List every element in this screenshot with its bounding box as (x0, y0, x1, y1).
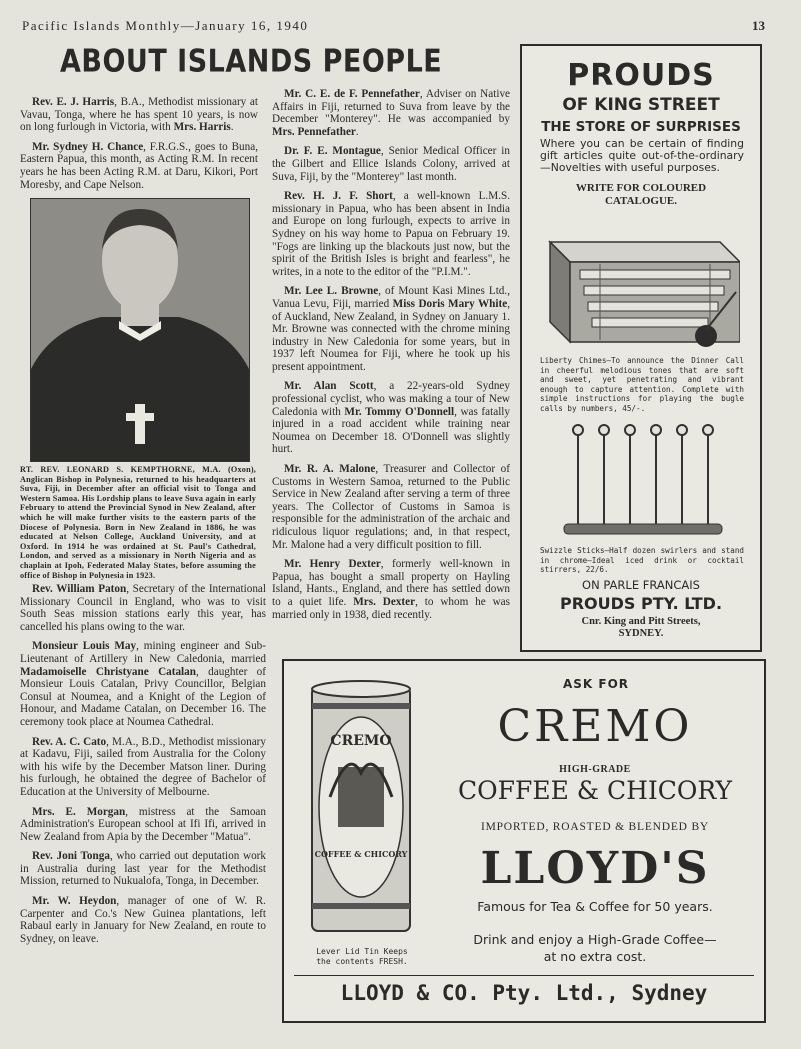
prouds-advertisement (520, 44, 762, 652)
cremo-drink-line (430, 931, 760, 965)
person-name: Rev. H. J. F. Short (284, 190, 393, 203)
prouds-title: PROUDS (567, 58, 715, 93)
item-text: , who carried out deputation work in Australia during last year for the Methodist Mission, returned to Nukualofa, Tonga, in December. (20, 850, 266, 888)
item-text: , daughter of Monsieur Louis Catalan, Privy Councillor, Belgian Consul at Noumea, and a Knight of the Legion of Honour, and Madame Catalan, on December 16. The ceremony took place at Noumea Cathedral. (20, 665, 266, 728)
item-text: . (355, 125, 359, 138)
prouds-catalogue-offer (522, 182, 760, 208)
item-text: , mining engineer and Sub-Lieutenant of Artillery in New Caledonia, married (20, 640, 267, 665)
item-text: , Adviser on Native Affairs in Fiji, returned to Suva from leave by the December "Monterey". He was accompanied by (272, 88, 510, 126)
item-text: , of Auckland, New Zealand, in Sydney on January 1. Mr. Browne was connected with the chrome mining industry in New Caledonia for some years, but in 1937 left Noumea for Fiji, where he took up his present appointment. (272, 297, 510, 373)
news-item (272, 558, 510, 621)
prouds-subtitle: OF KING STREET (562, 95, 720, 115)
news-item (272, 285, 510, 373)
item-text: . (230, 121, 234, 134)
item-text: , manager of one of W. R. Carpenter and Co.'s New Guinea plantations, left Rabaul early in January for New Zealand, en route to Sydney, on leave. (20, 895, 266, 945)
news-item (20, 583, 266, 633)
news-item (272, 145, 510, 183)
article-column-2 (272, 88, 510, 628)
news-item (272, 190, 510, 278)
news-item (272, 463, 510, 551)
prouds-address (522, 616, 760, 640)
item-text: , a 22-years-old Sydney professional cyclist, who was making a tour of New Caledonia with (272, 380, 510, 418)
cremo-famous-line: Famous for Tea & Coffee for 50 years. (477, 899, 713, 914)
tin-label-product: COFFEE & CHICORY (314, 849, 408, 859)
item-text: , formerly well-known in Papua, has bought a small property on Hayling Island, Hants., England, and there has settled down to a quiet life. (272, 558, 510, 608)
portrait-caption: RT. REV. LEONARD S. KEMPTHORNE, M.A. (Oxon), Anglican Bishop in Polynesia, returned to his headquarters at Suva, Fiji, in December after an official visit to Tonga and Western Samoa. His Lordship plans to leave Suva again in early February to attend the Provincial Synod in New Zealand, after which he will make further visits to the eastern parts of the Diocese of Polynesia. Born in New Zealand in 1886, he was educated at Nelson College, Auckland University, and at Oxford. In 1914 he was ordained at St. Paul's Cathedral, London, and served as a missionary in North Nigeria and as chaplain at Ipoh, Federated Malay States, before assuming the office of Bishop in Polynesia in 1923. (20, 465, 256, 580)
person-name: Monsieur Louis May (32, 640, 137, 653)
person-name: Dr. F. E. Montague (284, 145, 381, 158)
item-text: , Treasurer and Collector of Customs in Western Samoa, returned to the Public Service in New Zealand after serving a term of three years. The Collector of Customs in Samoa is responsible for the administration of the archaic and ridiculous liquor regulations; and, in that respect, Mr. Malone had a very difficult position to fill. (272, 463, 510, 551)
bishop-portrait (30, 198, 250, 462)
item-text: , M.A., B.D., Methodist missionary at Kadavu, Fiji, sailed from Australia for the Colony with his wife by the December Matson liner. During his furlough, he obtained the degree of Bachelor of Education at the University of Melbourne. (20, 735, 266, 798)
news-item (20, 806, 266, 844)
person-name: Mr. Tommy O'Donnell (344, 405, 455, 418)
running-header: Pacific Islands Monthly—January 16, 1940 (22, 18, 309, 33)
prouds-write-line: WRITE FOR COLOURED CATALOGUE. (575, 182, 707, 207)
cremo-ask-for: ASK FOR (562, 677, 630, 691)
cremo-drink-line-1: Drink and enjoy a High-Grade Coffee— (473, 932, 717, 947)
person-name: Mr. Henry Dexter (284, 558, 381, 571)
prouds-address-line-2: SYDNEY. (618, 628, 664, 639)
person-name: Rev. A. C. Cato (32, 735, 107, 748)
news-item (20, 96, 258, 134)
cremo-product: COFFEE & CHICORY (458, 776, 732, 805)
news-item (20, 640, 266, 728)
prouds-company: PROUDS PTY. LTD. (559, 594, 723, 613)
page-number: 13 (752, 18, 765, 33)
prouds-address-line-1: Cnr. King and Pitt Streets, (581, 616, 701, 627)
tin-caption-line-1: Lever Lid Tin Keeps (316, 947, 408, 956)
person-name: Mrs. E. Morgan (32, 805, 126, 818)
item-text: , B.A., Methodist missionary at Vavau, Tonga, where he has spent 10 years, is now on long furlough in Victoria, with (20, 96, 259, 134)
item-text: , F.R.G.S., goes to Buna, Eastern Papua, this month, as Acting R.M. In recent years he has been Acting R.M. at Daru, Kikori, Port Moresby, and Cape Nelson. (20, 140, 258, 191)
prouds-tagline: THE STORE OF SURPRISES (541, 119, 741, 135)
person-name: Rev. E. J. Harris (32, 96, 115, 108)
tin-label-cremo: CREMO (330, 733, 392, 749)
swizzle-sticks-illustration (558, 420, 728, 544)
item-text: , mistress at the Samoan Administration's European school at Ifi Ifi, arrived in New Zealand from Apia by the December "Matua". (20, 805, 266, 843)
person-name: Rev. Joni Tonga (32, 850, 110, 863)
cremo-advertisement (282, 659, 766, 1023)
person-name: Madamoiselle Christyane Catalan (20, 665, 196, 678)
chimes-caption: Liberty Chimes—To announce the Dinner Call in cheerful melodious tones that are soft and sweet, yet penetrating and vibrant enough to capture attention. Complete with simple instructions for playing the bugle calls by numbers, 45/-. (540, 356, 744, 413)
news-item (272, 88, 510, 138)
item-text: , to whom he was married only in 1938, died recently. (272, 595, 510, 621)
item-text: , was fatally injured in a road accident while training near Noumea on December 18. O'Donnell was slightly hurt. (272, 405, 510, 456)
person-name: Rev. William Paton (32, 583, 127, 595)
cremo-divider (294, 975, 754, 976)
news-item (20, 895, 266, 945)
cremo-high-grade: HIGH-GRADE (559, 764, 631, 775)
person-name: Mr. Alan Scott (284, 380, 374, 393)
person-name: Mrs. Dexter (353, 595, 416, 608)
article-column-1-bottom (20, 583, 266, 952)
liberty-chimes-illustration (540, 212, 740, 356)
item-text: , a well-known L.M.S. missionary in Papua, who has been absent in India and Europe on long furlough, expects to arrive in Sydney on his way home to Papua on February 19. "Fogs are linking up the blackouts just now, but the spirit of the British Isles is bright and fearless", he writes, in a note to the editor of the "P.I.M.". (272, 190, 510, 278)
person-name: Mr. Sydney H. Chance (32, 140, 144, 153)
swizzle-caption: Swizzle Sticks—Half dozen swirlers and stand in chrome—Ideal iced drink or cocktail stirrers, 22/6. (540, 546, 744, 574)
coffee-tin-illustration (308, 677, 414, 939)
item-text: , of Mount Kasi Mines Ltd., Vanua Levu, Fiji, married (272, 285, 510, 310)
tin-caption-line-2: the contents FRESH. (316, 956, 408, 966)
cremo-brand: CREMO (497, 701, 693, 752)
person-name: Mr. W. Heydon (32, 895, 117, 908)
prouds-parle: ON PARLE FRANCAIS (582, 578, 700, 592)
article-headline: ABOUT ISLANDS PEOPLE (60, 43, 443, 80)
article-column-1-top (20, 96, 258, 198)
cremo-maker: LLOYD'S (480, 843, 710, 894)
prouds-description: Where you can be certain of finding gift articles quite out-of-the-ordinary—Novelties with useful purposes. (540, 137, 744, 174)
item-text: , Secretary of the International Missionary Council in England, who was to visit South Seas mission stations early this year, has cancelled his plans owing to the war. (20, 583, 266, 633)
item-text: , Senior Medical Officer in the Gilbert and Ellice Islands Colony, arrived at Suva, Fiji, by the "Monterey" last month. (272, 145, 510, 183)
person-name: Miss Doris Mary White (392, 297, 508, 310)
news-item (20, 736, 266, 799)
tin-caption (292, 947, 432, 966)
news-item (20, 141, 258, 191)
cremo-company: LLOYD & CO. Pty. Ltd., Sydney (340, 981, 708, 1005)
cremo-imported-line: IMPORTED, ROASTED & BLENDED BY (480, 821, 710, 833)
person-name: Mr. R. A. Malone (284, 463, 376, 476)
person-name: Mrs. Pennefather (272, 125, 356, 138)
cremo-drink-line-2: at no extra cost. (543, 949, 647, 964)
person-name: Mr. Lee L. Browne (284, 285, 379, 298)
news-item (272, 380, 510, 456)
news-item (20, 850, 266, 888)
person-name: Mrs. Harris (173, 121, 231, 134)
person-name: Mr. C. E. de F. Pennefather (284, 88, 420, 100)
